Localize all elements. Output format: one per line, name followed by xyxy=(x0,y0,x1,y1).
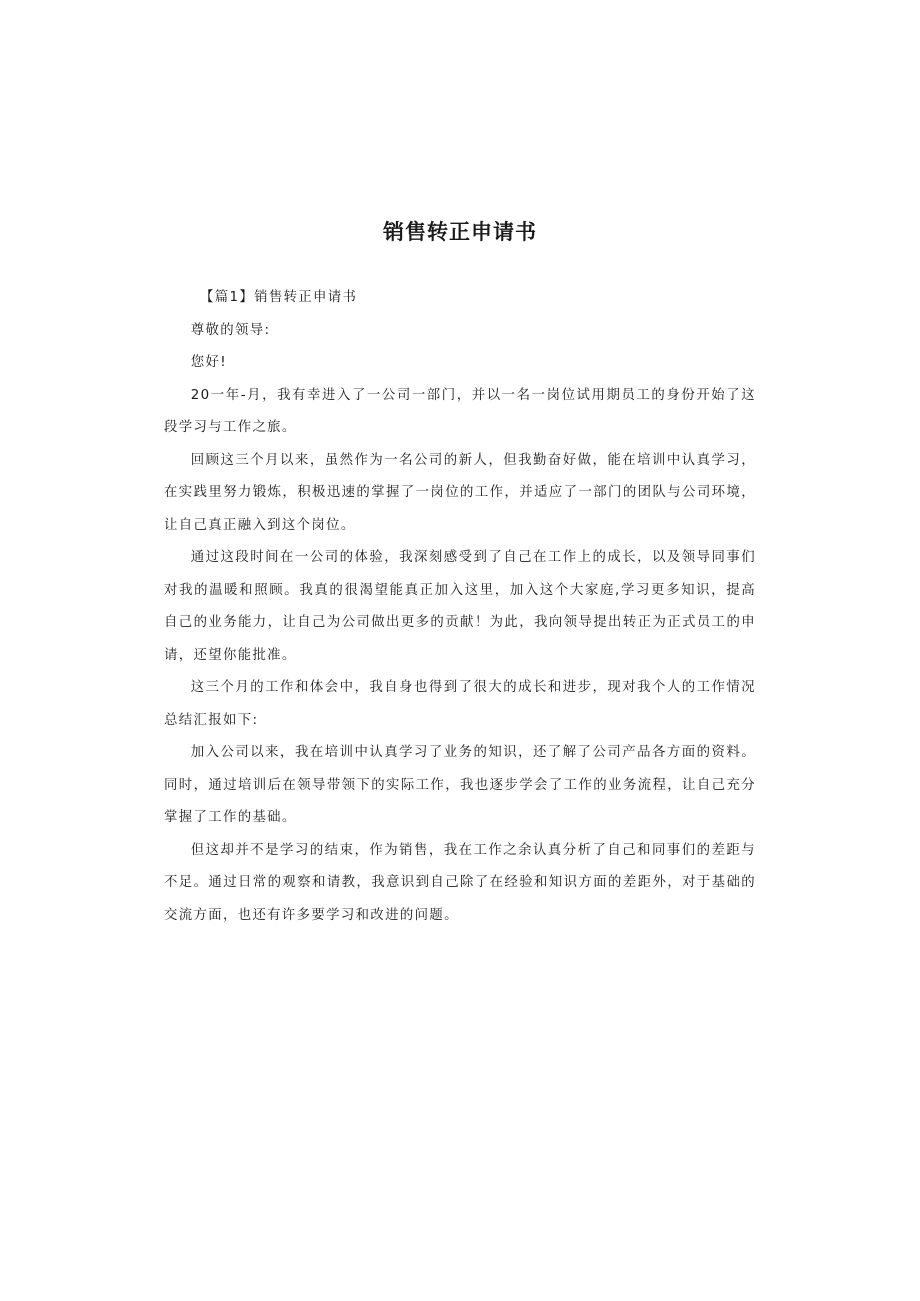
paragraph: 回顾这三个月以来，虽然作为一名公司的新人，但我勤奋好做，能在培训中认真学习，在实践里努力锻炼，积极迅速的掌握了一岗位的工作，并适应了一部门的团队与公司环境，让自己真正融入到这个岗位。 xyxy=(164,452,756,533)
salutation: 尊敬的领导: xyxy=(190,322,271,338)
document-body xyxy=(164,282,756,932)
paragraph: 这三个月的工作和体会中，我自身也得到了很大的成长和进步，现对我个人的工作情况总结汇报如下: xyxy=(164,680,756,728)
section-heading: 【篇1】销售转正申请书 xyxy=(200,290,358,305)
paragraph: 加入公司以来，我在培训中认真学习了业务的知识，还了解了公司产品各方面的资料。同时，通过培训后在领导带领下的实际工作，我也逐步学会了工作的业务流程，让自己充分掌握了工作的基础。 xyxy=(164,745,756,825)
paragraph: 但这却并不是学习的结束，作为销售，我在工作之余认真分析了自己和同事们的差距与不足。通过日常的观察和请教，我意识到自己除了在经验和知识方面的差距外，对于基础的交流方面，也还有许多要学习和改进的问题。 xyxy=(164,842,756,923)
paragraph: 20一年-月，我有幸进入了一公司一部门，并以一名一岗位试用期员工的身份开始了这段学习与工作之旅。 xyxy=(164,387,756,435)
document-title: 销售转正申请书 xyxy=(383,220,537,244)
paragraph: 通过这段时间在一公司的体验，我深刻感受到了自己在工作上的成长，以及领导同事们对我的温暖和照顾。我真的很渴望能真正加入这里，加入这个大家庭,学习更多知识，提高自己的业务能力，让自己为公司做出更多的贡献！为此，我向领导提出转正为正式员工的申请，还望你能批准。 xyxy=(164,550,756,663)
greeting: 您好! xyxy=(190,355,227,370)
